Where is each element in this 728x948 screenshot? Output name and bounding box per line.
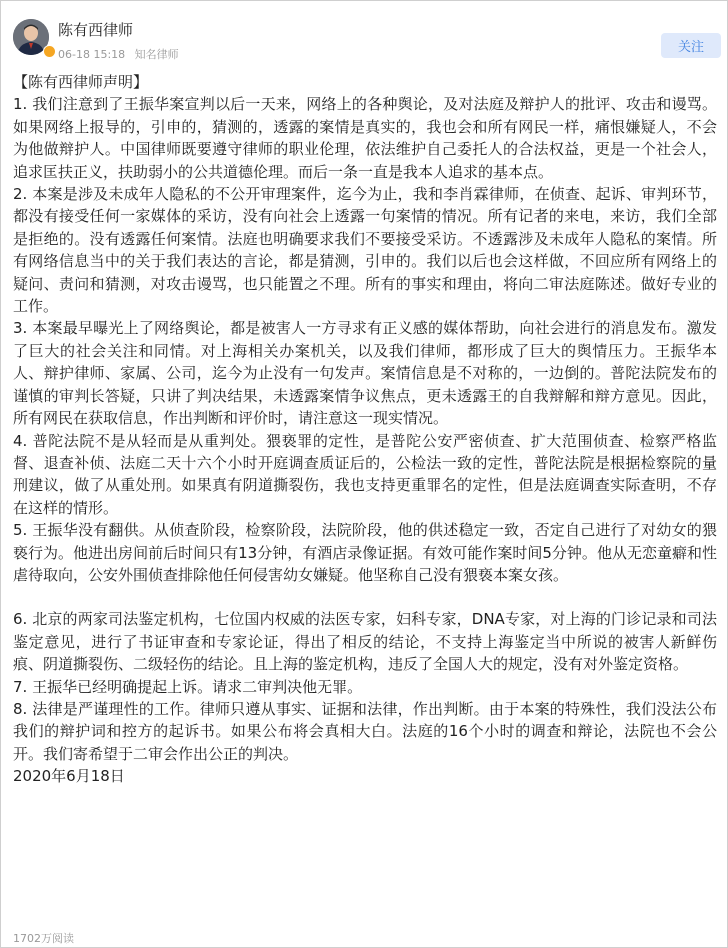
paragraph-8: 8. 法律是严谨理性的工作。律师只遵从事实、证据和法律，作出判断。由于本案的特殊性，我们没法公布我们的辩护词和控方的起诉书。如果公布将会真相大白。法庭的16个小时的调查和辩论，法院也不会公开。我们寄希望于二审会作出公正的判决。 — [13, 699, 717, 763]
article-body — [13, 71, 717, 788]
post-meta — [58, 46, 185, 62]
author-name[interactable]: 陈有西律师 — [58, 21, 134, 39]
paragraph-1: 1. 我们注意到了王振华案宣判以后一天来，网络上的各种舆论，及对法庭及辩护人的批评、攻击和谩骂。如果网络上报导的，引申的，猜测的，透露的案情是真实的，我也会和所有网民一样，痛恨嫌疑人，不会为他做辩护人。中国律师既要遵守律师的职业伦理，依法维护自己委托人的合法权益，更是一个社会人，追求匡扶正义，扶助弱小的公共道德伦理。而后一条一直是我本人追求的基本点。 — [13, 95, 717, 181]
article-title: 【陈有西律师声明】 — [13, 73, 149, 91]
post-date: 06-18 15:18 — [58, 48, 126, 61]
paragraph-7: 7. 王振华已经明确提起上诉。请求二审判决他无罪。 — [13, 677, 363, 696]
post-header — [1, 1, 728, 63]
paragraph-gap — [13, 586, 717, 608]
follow-button[interactable]: 关注 — [661, 33, 721, 58]
verified-badge-icon — [43, 45, 56, 58]
paragraph-3: 3. 本案最早曝光上了网络舆论，都是被害人一方寻求有正义感的媒体帮助，向社会进行的消息发布。激发了巨大的社会关注和同情。对上海相关办案机关，以及我们律师，都形成了巨大的舆情压力。王振华本人、辩护律师、家属、公司，迄今为止没有一句发声。案情信息是不对称的，一边倒的。普陀法院发布的谨慎的审判长答疑，只讲了判决结果，未透露案情争议焦点，更未透露王的自我辩解和辩方意见。因此，所有网民在获取信息，作出判断和评价时，请注意这一现实情况。 — [13, 319, 717, 428]
paragraph-2: 2. 本案是涉及未成年人隐私的不公开审理案件，迄今为止，我和李肖霖律师，在侦查、起诉、审判环节，都没有接受任何一家媒体的采访，没有向社会上透露一句案情的情况。所有记者的来电，来访，我们全部是拒绝的。没有透露任何案情。法庭也明确要求我们不要接受采访。不透露涉及未成年人隐私的案情。所有网络信息当中的关于我们表达的言论，都是猜测，引申的。我们以后也会这样做，不回应所有网络上的疑问、责问和猜测，对攻击谩骂，也只能置之不理。所有的事实和理由，将向二审法庭陈述。做好专业的工作。 — [13, 185, 717, 316]
author-label: 知名律师 — [134, 48, 179, 61]
read-count: 1702万阅读 — [13, 932, 74, 945]
article-date: 2020年6月18日 — [13, 767, 125, 786]
paragraph-4: 4. 普陀法院不是从轻而是从重判处。猥亵罪的定性，是普陀公安严密侦查、扩大范围侦查、检察严格监督、退查补侦、法庭二天十六个小时开庭调查质证后的，公检法一致的定性，普陀法院是根据检察院的量刑建议，做了从重处刑。如果真有阴道撕裂伤，我也支持更重罪名的定性，但是法庭调查实际查明，不存在这样的情形。 — [13, 431, 717, 517]
paragraph-6: 6. 北京的两家司法鉴定机构，七位国内权威的法医专家，妇科专家，DNA专家，对上海的门诊记录和司法鉴定意见，进行了书证审查和专家论证，得出了相反的结论，不支持上海鉴定当中所说的被害人新鲜伤痕、阴道撕裂伤、二级轻伤的结论。且上海的鉴定机构，违反了全国人大的规定，没有对外鉴定资格。 — [13, 610, 717, 674]
paragraph-5: 5. 王振华没有翻供。从侦查阶段，检察阶段，法院阶段，他的供述稳定一致，否定自己进行了对幼女的猥亵行为。他进出房间前后时间只有13分钟，有酒店录像证据。有效可能作案时间5分钟。他从无恋童癖和性虐待取向，公安外围侦查排除他任何侵害幼女嫌疑。他坚称自己没有猥亵本案女孩。 — [13, 521, 717, 584]
